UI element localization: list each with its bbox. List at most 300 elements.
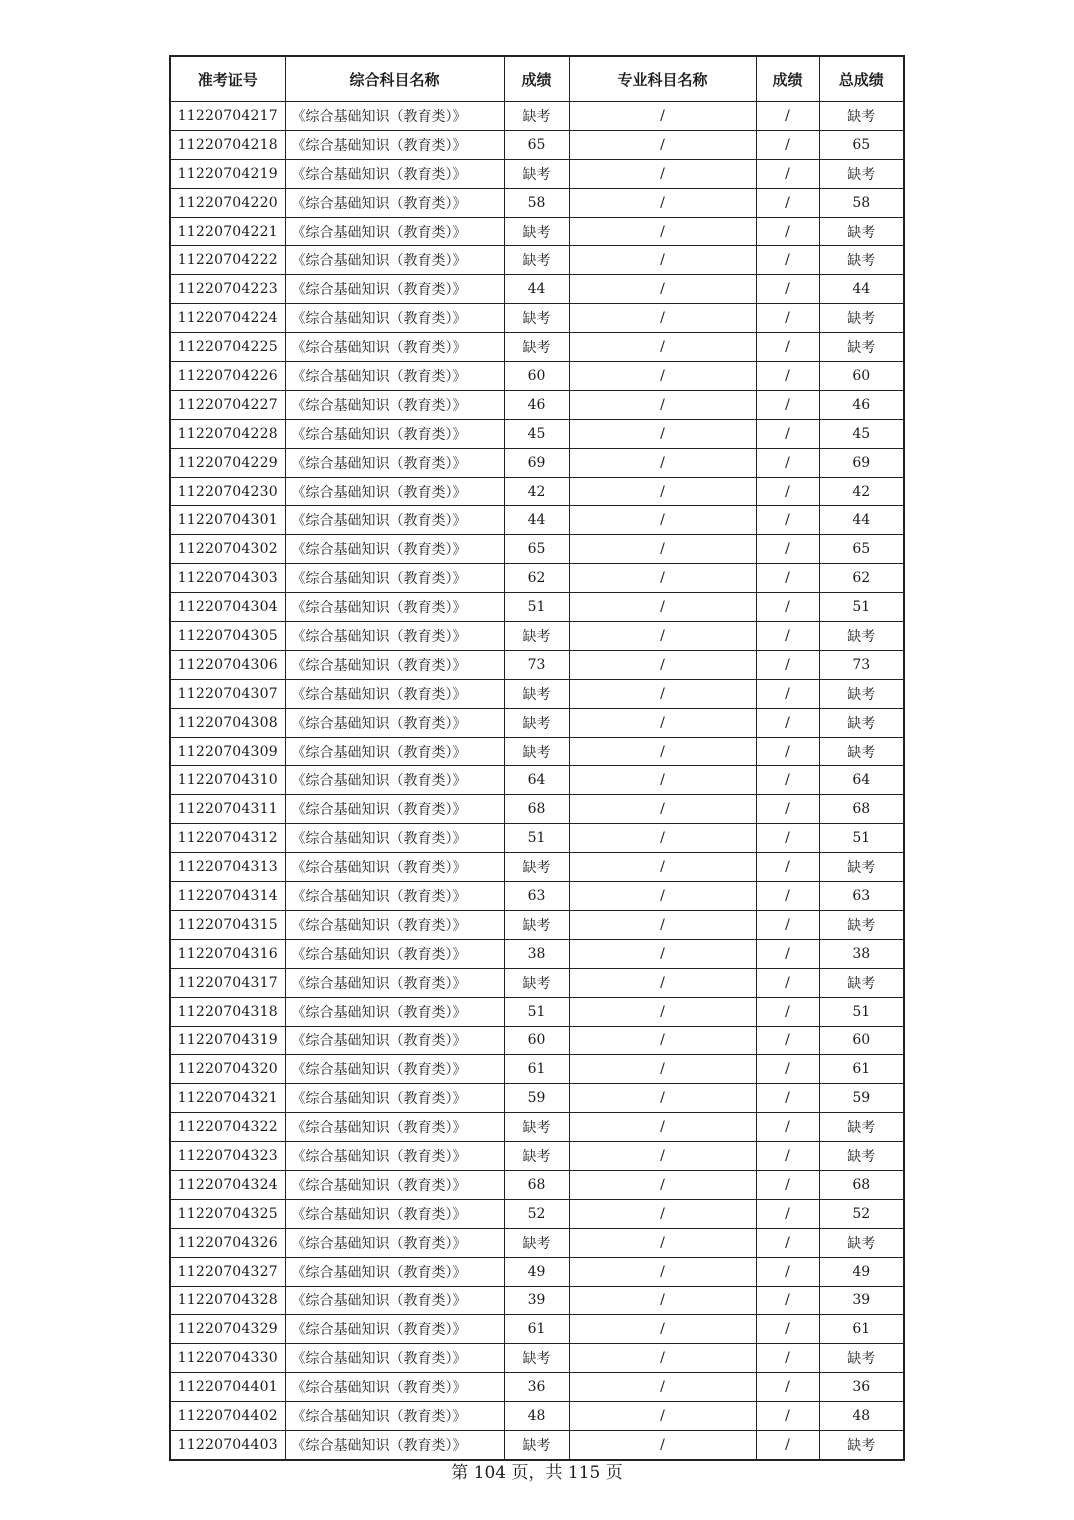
table-row [170,1430,904,1459]
general-subject-cell: 《综合基础知识（教育类）》 [285,159,504,188]
total-score-cell: 缺考 [819,853,904,882]
major-subject-cell: / [569,795,756,824]
major-subject-cell: / [569,737,756,766]
exam-id-cell: 11220704301 [170,506,285,535]
table-row [170,188,904,217]
major-score-cell: / [756,564,819,593]
general-score-cell: 73 [504,650,569,679]
exam-id-cell: 11220704307 [170,679,285,708]
major-subject-cell: / [569,333,756,362]
exam-id-cell: 11220704318 [170,997,285,1026]
major-subject-cell: / [569,159,756,188]
exam-id-cell: 11220704329 [170,1315,285,1344]
total-score-cell: 61 [819,1055,904,1084]
table-row [170,477,904,506]
general-subject-cell: 《综合基础知识（教育类）》 [285,1257,504,1286]
major-score-cell: / [756,997,819,1026]
exam-id-cell: 11220704229 [170,448,285,477]
exam-id-cell: 11220704316 [170,939,285,968]
table-row [170,362,904,391]
total-score-cell: 62 [819,564,904,593]
general-subject-cell: 《综合基础知识（教育类）》 [285,477,504,506]
table-row [170,159,904,188]
major-score-cell: / [756,882,819,911]
table-row [170,650,904,679]
general-score-cell: 65 [504,535,569,564]
table-row [170,130,904,159]
total-score-cell: 39 [819,1286,904,1315]
general-score-cell: 44 [504,275,569,304]
major-subject-cell: / [569,968,756,997]
total-score-cell: 缺考 [819,159,904,188]
table-row [170,217,904,246]
total-score-cell: 60 [819,1026,904,1055]
exam-id-cell: 11220704311 [170,795,285,824]
major-subject-cell: / [569,679,756,708]
major-subject-cell: / [569,1142,756,1171]
table-row [170,1286,904,1315]
table-row [170,246,904,275]
major-score-cell: / [756,275,819,304]
general-score-cell: 62 [504,564,569,593]
general-subject-cell: 《综合基础知识（教育类）》 [285,188,504,217]
major-subject-cell: / [569,1402,756,1431]
exam-id-cell: 11220704330 [170,1344,285,1373]
major-score-cell: / [756,824,819,853]
general-subject-cell: 《综合基础知识（教育类）》 [285,795,504,824]
general-score-cell: 65 [504,130,569,159]
exam-id-cell: 11220704219 [170,159,285,188]
general-subject-cell: 《综合基础知识（教育类）》 [285,939,504,968]
major-score-cell: / [756,130,819,159]
general-score-cell: 缺考 [504,333,569,362]
major-subject-cell: / [569,390,756,419]
header-major-score: 成绩 [756,56,819,102]
exam-id-cell: 11220704306 [170,650,285,679]
general-subject-cell: 《综合基础知识（教育类）》 [285,1430,504,1459]
major-score-cell: / [756,795,819,824]
major-subject-cell: / [569,362,756,391]
general-subject-cell: 《综合基础知识（教育类）》 [285,1170,504,1199]
major-score-cell: / [756,159,819,188]
exam-id-cell: 11220704325 [170,1199,285,1228]
exam-id-cell: 11220704319 [170,1026,285,1055]
table-row [170,968,904,997]
table-row [170,737,904,766]
total-score-cell: 51 [819,593,904,622]
general-subject-cell: 《综合基础知识（教育类）》 [285,564,504,593]
major-score-cell: / [756,1084,819,1113]
table-row [170,506,904,535]
total-score-cell: 缺考 [819,737,904,766]
major-score-cell: / [756,217,819,246]
general-subject-cell: 《综合基础知识（教育类）》 [285,1315,504,1344]
table-row [170,1199,904,1228]
major-subject-cell: / [569,1199,756,1228]
total-score-cell: 缺考 [819,1228,904,1257]
exam-id-cell: 11220704305 [170,622,285,651]
table-row [170,882,904,911]
header-total-score: 总成绩 [819,56,904,102]
general-score-cell: 缺考 [504,217,569,246]
page-number: 第 104 页，共 115 页 [451,1463,623,1483]
total-score-cell: 缺考 [819,1142,904,1171]
general-subject-cell: 《综合基础知识（教育类）》 [285,1199,504,1228]
table-row [170,593,904,622]
major-subject-cell: / [569,1257,756,1286]
table-row [170,1113,904,1142]
total-score-cell: 缺考 [819,622,904,651]
general-score-cell: 缺考 [504,159,569,188]
total-score-cell: 44 [819,275,904,304]
major-subject-cell: / [569,1344,756,1373]
total-score-cell: 缺考 [819,679,904,708]
general-score-cell: 缺考 [504,1113,569,1142]
score-table [169,55,905,1461]
major-score-cell: / [756,1142,819,1171]
total-score-cell: 49 [819,1257,904,1286]
general-subject-cell: 《综合基础知识（教育类）》 [285,362,504,391]
total-score-cell: 48 [819,1402,904,1431]
exam-id-cell: 11220704226 [170,362,285,391]
total-score-cell: 60 [819,362,904,391]
major-subject-cell: / [569,650,756,679]
exam-id-cell: 11220704308 [170,708,285,737]
major-score-cell: / [756,1113,819,1142]
table-row [170,102,904,131]
table-row [170,1402,904,1431]
major-score-cell: / [756,506,819,535]
general-score-cell: 缺考 [504,1228,569,1257]
exam-id-cell: 11220704217 [170,102,285,131]
general-subject-cell: 《综合基础知识（教育类）》 [285,737,504,766]
total-score-cell: 缺考 [819,1344,904,1373]
table-row [170,304,904,333]
general-subject-cell: 《综合基础知识（教育类）》 [285,1402,504,1431]
exam-id-cell: 11220704225 [170,333,285,362]
major-subject-cell: / [569,448,756,477]
table-row [170,564,904,593]
exam-id-cell: 11220704317 [170,968,285,997]
general-score-cell: 69 [504,448,569,477]
total-score-cell: 59 [819,1084,904,1113]
general-subject-cell: 《综合基础知识（教育类）》 [285,968,504,997]
general-subject-cell: 《综合基础知识（教育类）》 [285,246,504,275]
major-subject-cell: / [569,535,756,564]
total-score-cell: 缺考 [819,1430,904,1459]
major-subject-cell: / [569,130,756,159]
exam-id-cell: 11220704402 [170,1402,285,1431]
major-score-cell: / [756,1199,819,1228]
major-subject-cell: / [569,1084,756,1113]
table-row [170,1344,904,1373]
major-subject-cell: / [569,1113,756,1142]
general-score-cell: 51 [504,593,569,622]
table-row [170,910,904,939]
general-score-cell: 缺考 [504,968,569,997]
general-score-cell: 60 [504,362,569,391]
table-row [170,1170,904,1199]
total-score-cell: 68 [819,795,904,824]
general-score-cell: 缺考 [504,1430,569,1459]
major-subject-cell: / [569,419,756,448]
major-score-cell: / [756,362,819,391]
exam-id-cell: 11220704321 [170,1084,285,1113]
general-subject-cell: 《综合基础知识（教育类）》 [285,1113,504,1142]
exam-id-cell: 11220704322 [170,1113,285,1142]
total-score-cell: 缺考 [819,968,904,997]
major-score-cell: / [756,593,819,622]
general-score-cell: 61 [504,1315,569,1344]
exam-id-cell: 11220704303 [170,564,285,593]
general-subject-cell: 《综合基础知识（教育类）》 [285,766,504,795]
exam-id-cell: 11220704223 [170,275,285,304]
table-row [170,1373,904,1402]
major-subject-cell: / [569,506,756,535]
major-score-cell: / [756,333,819,362]
header-major-subject: 专业科目名称 [569,56,756,102]
general-score-cell: 42 [504,477,569,506]
total-score-cell: 65 [819,130,904,159]
major-subject-cell: / [569,593,756,622]
table-row [170,824,904,853]
total-score-cell: 42 [819,477,904,506]
general-subject-cell: 《综合基础知识（教育类）》 [285,130,504,159]
header-general-subject: 综合科目名称 [285,56,504,102]
major-subject-cell: / [569,564,756,593]
total-score-cell: 缺考 [819,910,904,939]
exam-id-cell: 11220704323 [170,1142,285,1171]
general-subject-cell: 《综合基础知识（教育类）》 [285,622,504,651]
major-subject-cell: / [569,997,756,1026]
major-subject-cell: / [569,939,756,968]
major-score-cell: / [756,1170,819,1199]
exam-id-cell: 11220704324 [170,1170,285,1199]
total-score-cell: 63 [819,882,904,911]
total-score-cell: 缺考 [819,333,904,362]
table-row [170,997,904,1026]
exam-id-cell: 11220704222 [170,246,285,275]
table-row [170,1257,904,1286]
general-score-cell: 61 [504,1055,569,1084]
major-score-cell: / [756,1430,819,1459]
table-row [170,1228,904,1257]
general-subject-cell: 《综合基础知识（教育类）》 [285,390,504,419]
table-row [170,1084,904,1113]
total-score-cell: 44 [819,506,904,535]
major-subject-cell: / [569,1055,756,1084]
major-score-cell: / [756,1315,819,1344]
major-subject-cell: / [569,1170,756,1199]
exam-id-cell: 11220704224 [170,304,285,333]
table-row [170,708,904,737]
major-score-cell: / [756,304,819,333]
major-score-cell: / [756,737,819,766]
exam-id-cell: 11220704315 [170,910,285,939]
general-score-cell: 52 [504,1199,569,1228]
major-subject-cell: / [569,708,756,737]
total-score-cell: 38 [819,939,904,968]
table-row [170,1026,904,1055]
table-row [170,419,904,448]
major-subject-cell: / [569,1315,756,1344]
major-score-cell: / [756,246,819,275]
major-subject-cell: / [569,1026,756,1055]
general-subject-cell: 《综合基础知识（教育类）》 [285,1286,504,1315]
general-subject-cell: 《综合基础知识（教育类）》 [285,217,504,246]
header-exam-id: 准考证号 [170,56,285,102]
exam-id-cell: 11220704227 [170,390,285,419]
total-score-cell: 45 [819,419,904,448]
major-score-cell: / [756,1344,819,1373]
general-subject-cell: 《综合基础知识（教育类）》 [285,333,504,362]
total-score-cell: 65 [819,535,904,564]
total-score-cell: 58 [819,188,904,217]
general-subject-cell: 《综合基础知识（教育类）》 [285,1084,504,1113]
major-subject-cell: / [569,304,756,333]
general-score-cell: 44 [504,506,569,535]
exam-id-cell: 11220704221 [170,217,285,246]
exam-id-cell: 11220704309 [170,737,285,766]
general-score-cell: 59 [504,1084,569,1113]
general-subject-cell: 《综合基础知识（教育类）》 [285,304,504,333]
total-score-cell: 缺考 [819,304,904,333]
general-subject-cell: 《综合基础知识（教育类）》 [285,275,504,304]
general-subject-cell: 《综合基础知识（教育类）》 [285,910,504,939]
major-score-cell: / [756,853,819,882]
general-score-cell: 缺考 [504,853,569,882]
general-score-cell: 缺考 [504,708,569,737]
total-score-cell: 61 [819,1315,904,1344]
exam-id-cell: 11220704304 [170,593,285,622]
general-subject-cell: 《综合基础知识（教育类）》 [285,419,504,448]
general-subject-cell: 《综合基础知识（教育类）》 [285,708,504,737]
major-subject-cell: / [569,477,756,506]
total-score-cell: 46 [819,390,904,419]
general-score-cell: 缺考 [504,910,569,939]
major-score-cell: / [756,1373,819,1402]
general-subject-cell: 《综合基础知识（教育类）》 [285,1344,504,1373]
table-row [170,448,904,477]
general-score-cell: 49 [504,1257,569,1286]
general-score-cell: 缺考 [504,246,569,275]
general-score-cell: 68 [504,795,569,824]
major-score-cell: / [756,1228,819,1257]
exam-id-cell: 11220704328 [170,1286,285,1315]
major-score-cell: / [756,1026,819,1055]
major-score-cell: / [756,535,819,564]
exam-id-cell: 11220704218 [170,130,285,159]
table-row [170,795,904,824]
exam-id-cell: 11220704403 [170,1430,285,1459]
general-subject-cell: 《综合基础知识（教育类）》 [285,102,504,131]
general-score-cell: 36 [504,1373,569,1402]
table-row [170,333,904,362]
total-score-cell: 缺考 [819,217,904,246]
total-score-cell: 缺考 [819,102,904,131]
general-score-cell: 68 [504,1170,569,1199]
total-score-cell: 73 [819,650,904,679]
table-row [170,853,904,882]
general-score-cell: 39 [504,1286,569,1315]
major-subject-cell: / [569,275,756,304]
exam-id-cell: 11220704327 [170,1257,285,1286]
major-score-cell: / [756,188,819,217]
exam-id-cell: 11220704326 [170,1228,285,1257]
major-score-cell: / [756,390,819,419]
general-subject-cell: 《综合基础知识（教育类）》 [285,1228,504,1257]
major-subject-cell: / [569,1228,756,1257]
general-score-cell: 46 [504,390,569,419]
table-row [170,1055,904,1084]
major-subject-cell: / [569,102,756,131]
general-score-cell: 38 [504,939,569,968]
general-subject-cell: 《综合基础知识（教育类）》 [285,1026,504,1055]
exam-id-cell: 11220704310 [170,766,285,795]
major-score-cell: / [756,939,819,968]
table-row [170,939,904,968]
major-score-cell: / [756,448,819,477]
table-row [170,535,904,564]
general-subject-cell: 《综合基础知识（教育类）》 [285,1373,504,1402]
exam-id-cell: 11220704313 [170,853,285,882]
header-general-score: 成绩 [504,56,569,102]
general-score-cell: 48 [504,1402,569,1431]
general-score-cell: 64 [504,766,569,795]
exam-id-cell: 11220704314 [170,882,285,911]
table-row [170,622,904,651]
general-score-cell: 缺考 [504,304,569,333]
major-score-cell: / [756,622,819,651]
major-subject-cell: / [569,217,756,246]
total-score-cell: 缺考 [819,1113,904,1142]
table-body [170,102,904,1460]
general-score-cell: 缺考 [504,1344,569,1373]
major-subject-cell: / [569,188,756,217]
total-score-cell: 51 [819,824,904,853]
general-subject-cell: 《综合基础知识（教育类）》 [285,448,504,477]
major-subject-cell: / [569,1430,756,1459]
exam-id-cell: 11220704220 [170,188,285,217]
major-score-cell: / [756,419,819,448]
major-subject-cell: / [569,246,756,275]
general-subject-cell: 《综合基础知识（教育类）》 [285,506,504,535]
major-score-cell: / [756,1286,819,1315]
table-row [170,390,904,419]
major-score-cell: / [756,766,819,795]
exam-id-cell: 11220704302 [170,535,285,564]
general-score-cell: 缺考 [504,1142,569,1171]
general-score-cell: 51 [504,997,569,1026]
major-score-cell: / [756,708,819,737]
total-score-cell: 69 [819,448,904,477]
general-subject-cell: 《综合基础知识（教育类）》 [285,882,504,911]
major-score-cell: / [756,102,819,131]
major-subject-cell: / [569,766,756,795]
general-score-cell: 缺考 [504,679,569,708]
total-score-cell: 68 [819,1170,904,1199]
header-row [170,56,904,102]
general-subject-cell: 《综合基础知识（教育类）》 [285,593,504,622]
exam-id-cell: 11220704401 [170,1373,285,1402]
table-row [170,679,904,708]
general-subject-cell: 《综合基础知识（教育类）》 [285,997,504,1026]
table-row [170,1142,904,1171]
major-subject-cell: / [569,910,756,939]
total-score-cell: 缺考 [819,708,904,737]
major-subject-cell: / [569,1373,756,1402]
major-subject-cell: / [569,853,756,882]
